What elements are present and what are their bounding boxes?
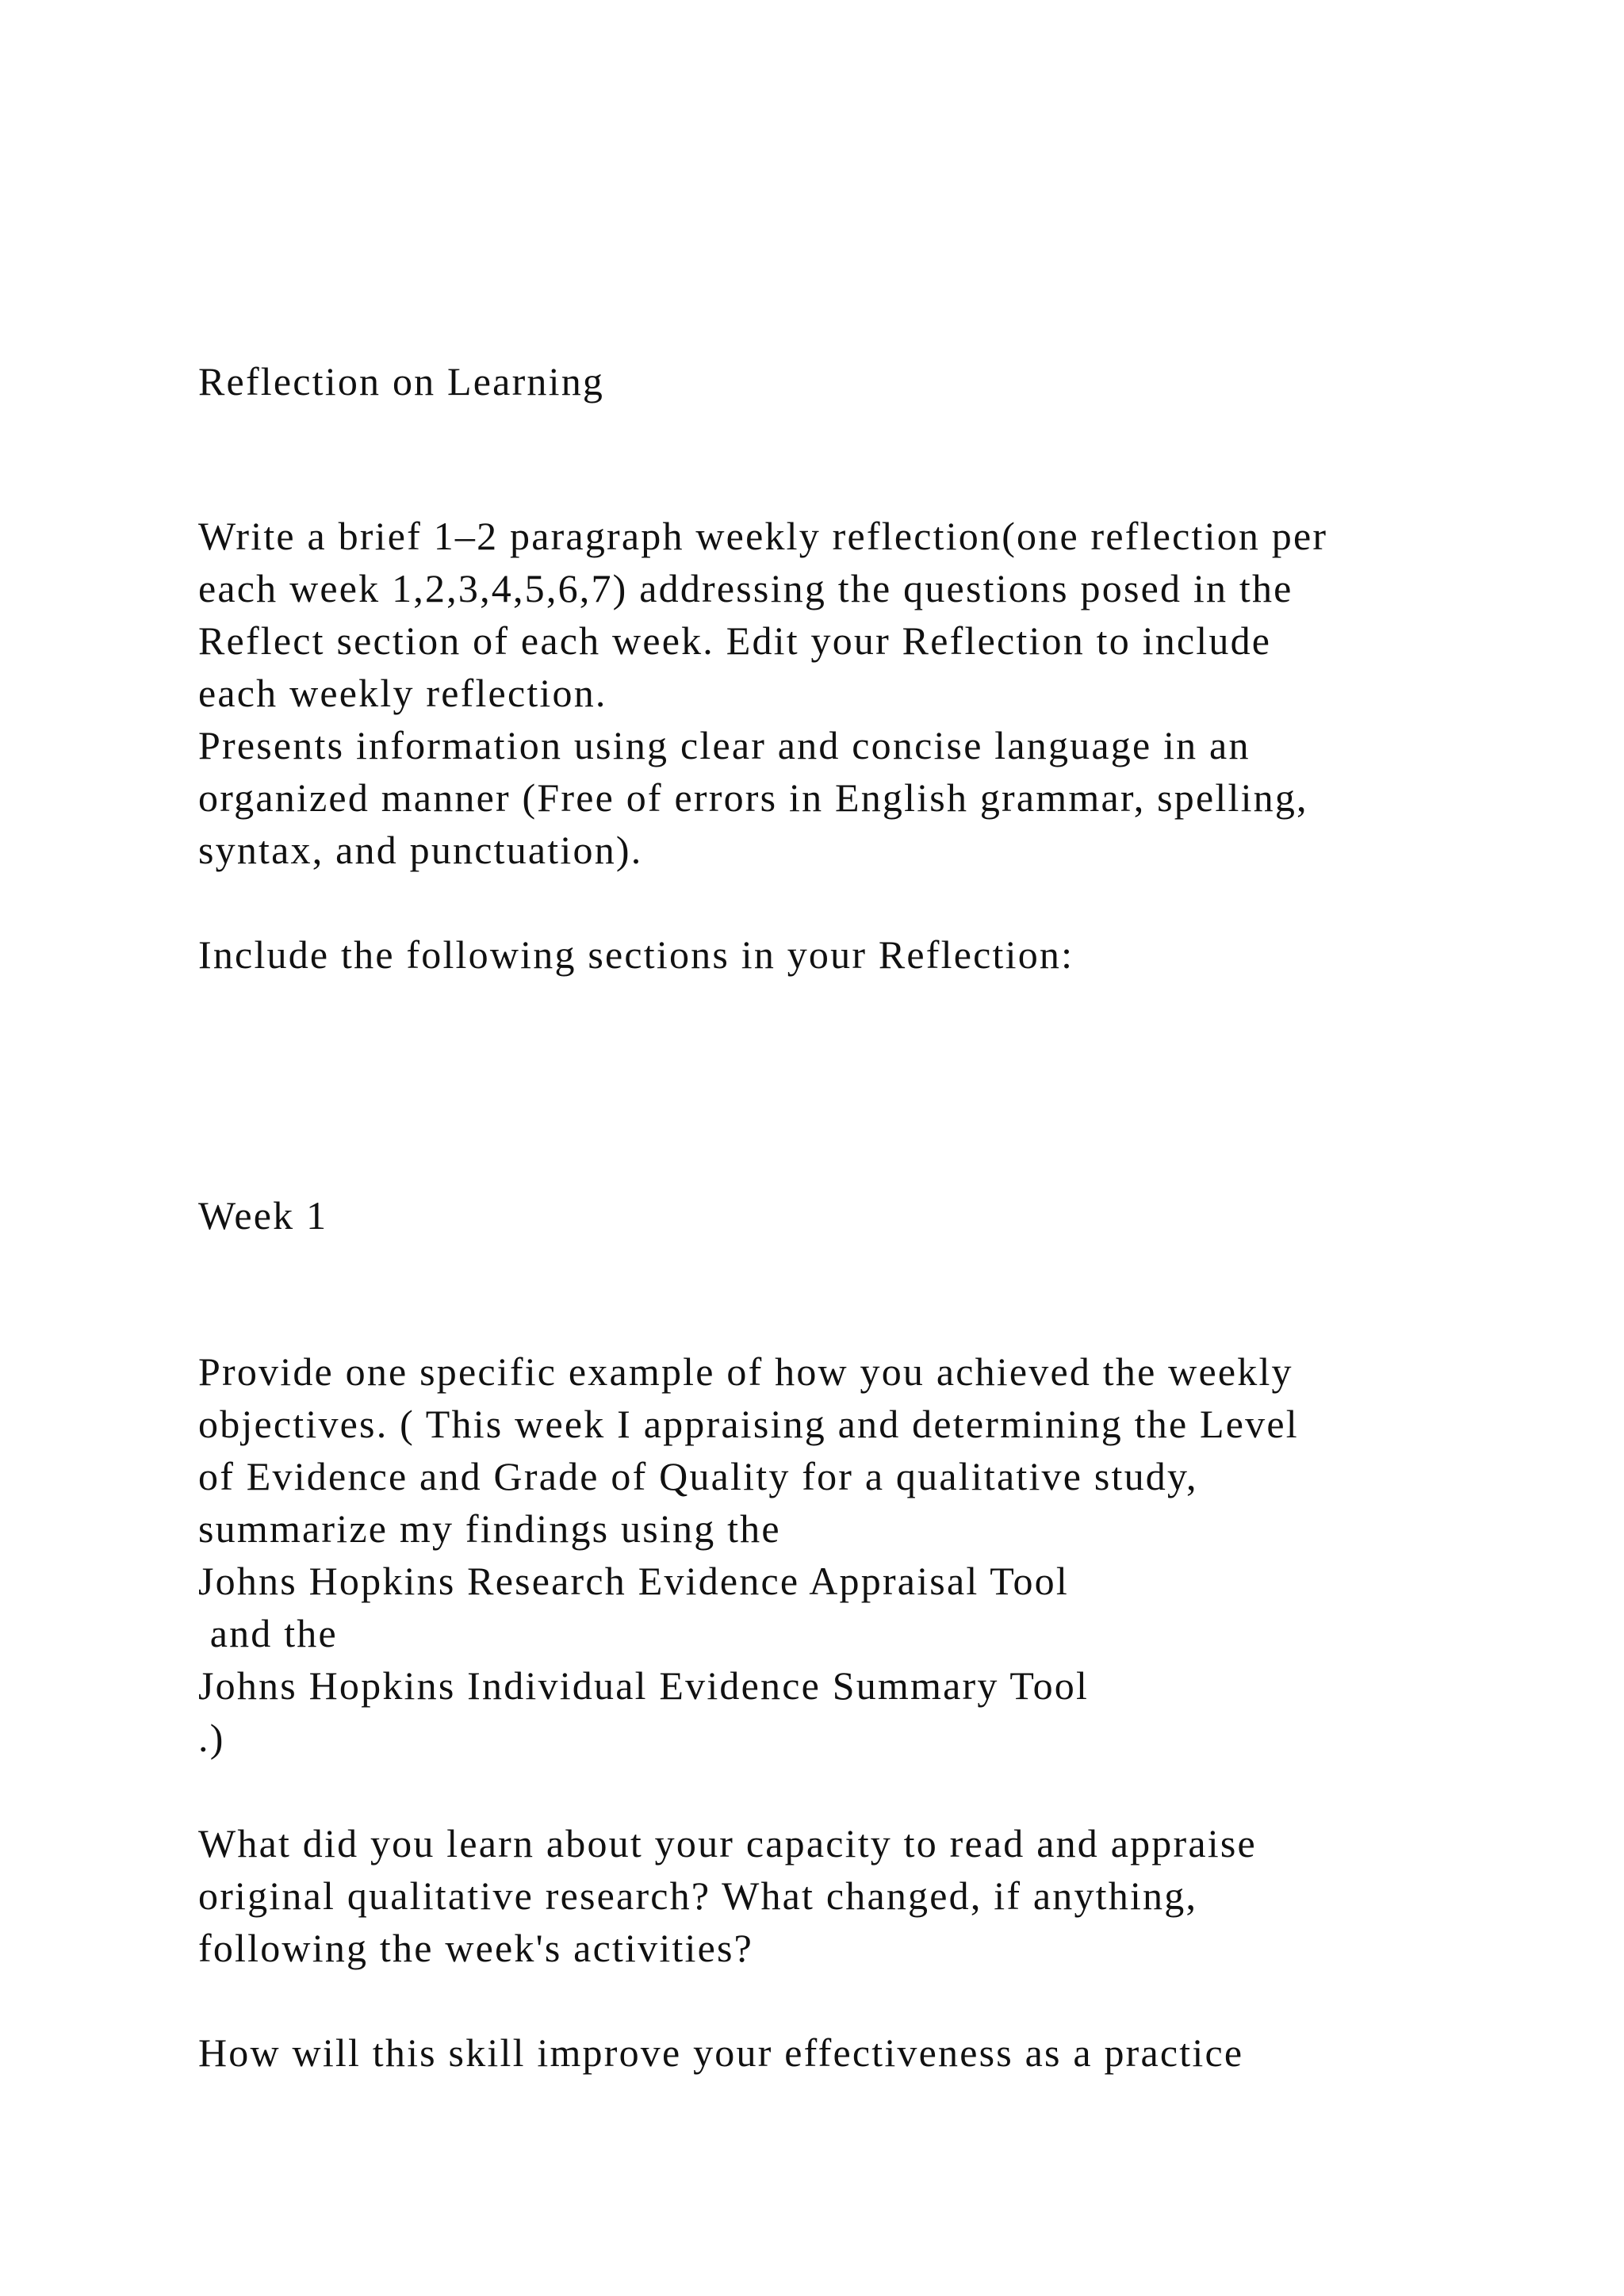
example-prompt-paragraph: Provide one specific example of how you achieved the weekly objectives. ( This week I appraising and determining the Level of Evidence and Grade of Quality for a qualitative study, summarize my findings using the Johns Hopkins Research Evidence Appraisal Tool and the Johns Hopkins Individual Evidence Summary Tool .) (198, 1349, 1299, 1760)
sections-intro: Include the following sections in your Reflection: (198, 932, 1074, 977)
week-heading: Week 1 (198, 1193, 328, 1238)
document-title: Reflection on Learning (198, 359, 605, 404)
learning-question-paragraph: What did you learn about your capacity to read and appraise original qualitative research? What changed, if anything, following the week's activities? (198, 1821, 1257, 1970)
skill-question-paragraph: How will this skill improve your effectiveness as a practice (198, 2030, 1244, 2075)
instructions-paragraph: Write a brief 1–2 paragraph weekly reflection(one reflection per each week 1,2,3,4,5,6,7) addressing the questions posed in the Reflect section of each week. Edit your Reflection to include each weekly reflection. Presents information using clear and concise language in an organized manner (Free of errors in English grammar, spelling, syntax, and punctuation). (198, 514, 1328, 872)
